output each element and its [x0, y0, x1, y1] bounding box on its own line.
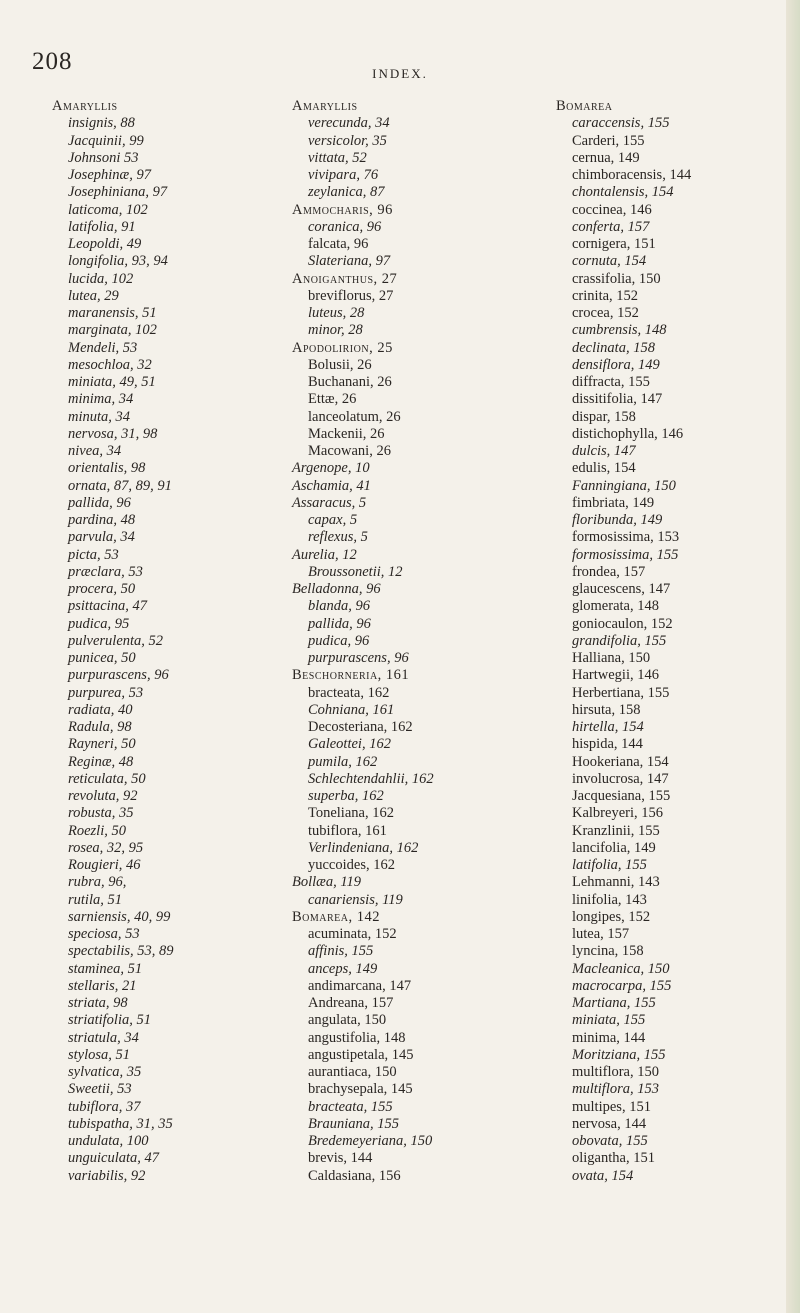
species-entry: Halliana, 150: [572, 650, 651, 666]
species-entry: striatula, 34: [68, 1029, 139, 1046]
species-entry: dissitifolia, 147: [572, 391, 663, 408]
species-entry: Galeottei, 162: [308, 736, 391, 753]
genus-heading: Argenope, 10: [292, 460, 370, 477]
species-entry: Cohniana, 161: [308, 701, 395, 718]
species-entry: latifolia, 91: [68, 218, 136, 235]
species-entry: lucida, 102: [68, 270, 134, 287]
species-entry: pulverulenta, 52: [68, 632, 164, 649]
species-entry: goniocaulon, 152: [572, 615, 673, 632]
species-entry: Mackenii, 26: [308, 425, 385, 442]
species-entry: Bolusii, 26: [308, 356, 372, 373]
species-entry: caraccensis, 155: [572, 115, 670, 132]
genus-heading: Ammocharis, 96: [292, 201, 393, 218]
species-entry: Hookeriana, 154: [572, 753, 669, 770]
species-entry: lanceolatum, 26: [308, 408, 401, 425]
species-entry: robusta, 35: [68, 805, 134, 822]
genus-heading: Apodolirion, 25: [292, 339, 393, 356]
species-entry: Reginæ, 48: [68, 753, 134, 770]
index-column-3: [556, 98, 792, 1185]
species-entry: cornuta, 154: [572, 253, 647, 270]
species-entry: purpurascens, 96: [68, 667, 169, 684]
species-entry: grandifolia, 155: [572, 632, 667, 649]
genus-heading: Beschorneria, 161: [292, 667, 410, 684]
species-entry: tubispatha, 31, 35: [68, 1115, 173, 1132]
species-entry: Brauniana, 155: [308, 1115, 400, 1132]
species-entry: angulata, 150: [308, 1012, 387, 1029]
species-entry: affinis, 155: [308, 943, 374, 960]
species-entry: fimbriata, 149: [572, 494, 655, 511]
species-entry: Josephinæ, 97: [68, 167, 151, 183]
species-entry: Lehmanni, 143: [572, 874, 660, 891]
species-entry: dispar, 158: [572, 408, 636, 425]
species-entry: multiflora, 150: [572, 1064, 659, 1080]
species-entry: oligantha, 151: [572, 1150, 655, 1167]
species-entry: rutila, 51: [68, 891, 122, 908]
species-entry: densiflora, 149: [572, 356, 660, 373]
species-entry: conferta, 157: [572, 218, 650, 235]
species-entry: laticoma, 102: [68, 201, 148, 218]
species-entry: Rayneri, 50: [68, 736, 136, 753]
species-entry: crinita, 152: [572, 287, 639, 304]
genus-heading: Bollæa, 119: [292, 874, 362, 891]
species-entry: frondea, 157: [572, 563, 646, 580]
species-entry: bracteata, 162: [308, 684, 390, 701]
species-entry: pardina, 48: [68, 512, 136, 528]
species-entry: unguiculata, 47: [68, 1150, 160, 1167]
species-entry: acuminata, 152: [308, 926, 397, 942]
species-entry: diffracta, 155: [572, 374, 650, 390]
species-entry: Bredemeyeriana, 150: [308, 1133, 433, 1149]
species-entry: Herbertiana, 155: [572, 684, 670, 701]
species-entry: insignis, 88: [68, 115, 135, 132]
species-entry: chontalensis, 154: [572, 184, 674, 201]
species-entry: striatifolia, 51: [68, 1012, 151, 1029]
species-entry: Decosteriana, 162: [308, 719, 413, 735]
species-entry: Buchanani, 26: [308, 374, 392, 390]
species-entry: vivipara, 76: [308, 167, 379, 183]
species-entry: Schlechtendahlii, 162: [308, 770, 434, 787]
species-entry: minima, 144: [572, 1029, 646, 1046]
species-entry: Macleanica, 150: [572, 960, 670, 977]
species-entry: Kalbreyeri, 156: [572, 805, 663, 822]
species-entry: superba, 162: [308, 788, 384, 804]
species-entry: brachysepala, 145: [308, 1081, 413, 1098]
species-entry: floribunda, 149: [572, 512, 663, 528]
species-entry: Moritziana, 155: [572, 1046, 666, 1063]
species-entry: Jacquesiana, 155: [572, 788, 671, 804]
species-entry: tubiflora, 37: [68, 1098, 141, 1115]
species-entry: distichophylla, 146: [572, 425, 684, 442]
species-entry: hirtella, 154: [572, 719, 644, 735]
running-title: INDEX.: [372, 66, 428, 81]
species-entry: pumila, 162: [308, 753, 378, 770]
species-entry: Ettæ, 26: [308, 391, 357, 408]
species-entry: psittacina, 47: [68, 598, 147, 615]
species-entry: crassifolia, 150: [572, 270, 661, 287]
species-entry: lancifolia, 149: [572, 839, 656, 856]
species-entry: coccinea, 146: [572, 201, 652, 218]
species-entry: parvula, 34: [68, 529, 135, 546]
species-entry: spectabilis, 53, 89: [68, 943, 174, 960]
species-entry: Rougieri, 46: [68, 857, 141, 873]
genus-heading: Assaracus, 5: [292, 494, 367, 511]
species-entry: Caldasiana, 156: [308, 1167, 401, 1184]
species-entry: Sweetii, 53: [68, 1081, 132, 1098]
species-entry: verecunda, 34: [308, 115, 390, 132]
species-entry: orientalis, 98: [68, 460, 146, 477]
species-entry: hispida, 144: [572, 736, 643, 753]
species-entry: tubiflora, 161: [308, 822, 387, 839]
species-entry: rosea, 32, 95: [68, 839, 144, 856]
species-entry: lyncina, 158: [572, 943, 644, 960]
species-entry: nivea, 34: [68, 443, 122, 459]
species-entry: reticulata, 50: [68, 770, 146, 787]
species-entry: miniata, 49, 51: [68, 374, 156, 390]
species-entry: ovata, 154: [572, 1167, 634, 1184]
species-entry: pallida, 96: [308, 615, 371, 632]
species-entry: variabilis, 92: [68, 1167, 146, 1184]
species-entry: versicolor, 35: [308, 132, 387, 149]
species-entry: Fanningiana, 150: [572, 477, 676, 494]
species-entry: cernua, 149: [572, 149, 640, 166]
species-entry: Radula, 98: [68, 719, 132, 735]
species-entry: involucrosa, 147: [572, 770, 669, 787]
species-entry: yuccoides, 162: [308, 857, 395, 873]
species-entry: ornata, 87, 89, 91: [68, 477, 172, 494]
species-entry: nervosa, 144: [572, 1115, 647, 1132]
species-entry: Johnsoni 53: [68, 149, 139, 166]
species-entry: radiata, 40: [68, 701, 133, 718]
species-entry: picta, 53: [68, 546, 119, 563]
species-entry: purpurascens, 96: [308, 650, 409, 666]
species-entry: zeylanica, 87: [308, 184, 385, 201]
species-entry: Hartwegii, 146: [572, 667, 659, 684]
species-entry: canariensis, 119: [308, 891, 403, 908]
species-entry: crocea, 152: [572, 305, 639, 321]
species-entry: striata, 98: [68, 995, 128, 1011]
species-entry: nervosa, 31, 98: [68, 425, 158, 442]
species-entry: pudica, 96: [308, 632, 370, 649]
species-entry: blanda, 96: [308, 598, 371, 615]
species-entry: linifolia, 143: [572, 891, 647, 908]
species-entry: mesochloa, 32: [68, 356, 152, 373]
species-entry: dulcis, 147: [572, 443, 636, 459]
species-entry: angustipetala, 145: [308, 1046, 414, 1063]
species-entry: Mendeli, 53: [68, 339, 138, 356]
genus-heading: Bomarea: [556, 98, 613, 114]
species-entry: formosissima, 153: [572, 529, 680, 546]
genus-heading: Amaryllis: [292, 98, 358, 114]
species-entry: sarniensis, 40, 99: [68, 908, 171, 925]
species-entry: hirsuta, 158: [572, 701, 641, 718]
species-entry: chimboracensis, 144: [572, 167, 692, 183]
species-entry: Josephiniana, 97: [68, 184, 168, 201]
species-entry: staminea, 51: [68, 960, 143, 977]
species-entry: reflexus, 5: [308, 529, 368, 546]
species-entry: obovata, 155: [572, 1133, 648, 1149]
species-entry: cumbrensis, 148: [572, 322, 667, 339]
species-entry: sylvatica, 35: [68, 1064, 142, 1080]
species-entry: revoluta, 92: [68, 788, 138, 804]
species-entry: formosissima, 155: [572, 546, 679, 563]
species-entry: minuta, 34: [68, 408, 131, 425]
genus-heading: Aschamia, 41: [292, 477, 371, 494]
species-entry: glaucescens, 147: [572, 581, 671, 597]
species-entry: macrocarpa, 155: [572, 977, 672, 994]
page-edge: [786, 0, 800, 1313]
species-entry: anceps, 149: [308, 960, 378, 977]
index-column-2: [292, 98, 532, 1185]
species-entry: falcata, 96: [308, 236, 369, 252]
species-entry: Jacquinii, 99: [68, 132, 144, 149]
species-entry: capax, 5: [308, 512, 358, 528]
species-entry: pudica, 95: [68, 615, 130, 632]
species-entry: Broussonetii, 12: [308, 563, 403, 580]
genus-heading: Amaryllis: [52, 98, 118, 114]
species-entry: præclara, 53: [68, 563, 143, 580]
species-entry: angustifolia, 148: [308, 1029, 406, 1046]
species-entry: speciosa, 53: [68, 926, 140, 942]
species-entry: procera, 50: [68, 581, 136, 597]
species-entry: stylosa, 51: [68, 1046, 131, 1063]
genus-heading: Aurelia, 12: [292, 546, 357, 563]
species-entry: aurantiaca, 150: [308, 1064, 397, 1080]
species-entry: latifolia, 155: [572, 857, 647, 873]
genus-heading: Belladonna, 96: [292, 581, 381, 597]
species-entry: coranica, 96: [308, 218, 382, 235]
species-entry: purpurea, 53: [68, 684, 144, 701]
species-entry: punicea, 50: [68, 650, 136, 666]
species-entry: Andreana, 157: [308, 995, 394, 1011]
species-entry: glomerata, 148: [572, 598, 659, 615]
species-entry: longifolia, 93, 94: [68, 253, 168, 270]
species-entry: edulis, 154: [572, 460, 636, 477]
species-entry: bracteata, 155: [308, 1098, 393, 1115]
species-entry: stellaris, 21: [68, 977, 137, 994]
species-entry: undulata, 100: [68, 1133, 149, 1149]
species-entry: pallida, 96: [68, 494, 131, 511]
species-entry: rubra, 96,: [68, 874, 127, 891]
species-entry: Martiana, 155: [572, 995, 656, 1011]
species-entry: maranensis, 51: [68, 305, 157, 321]
species-entry: Leopoldi, 49: [68, 236, 142, 252]
species-entry: Kranzlinii, 155: [572, 822, 660, 839]
species-entry: marginata, 102: [68, 322, 157, 339]
species-entry: Macowani, 26: [308, 443, 391, 459]
species-entry: Carderi, 155: [572, 132, 645, 149]
index-column-1: [52, 98, 272, 1185]
species-entry: brevis, 144: [308, 1150, 373, 1167]
species-entry: lutea, 157: [572, 926, 630, 942]
species-entry: breviflorus, 27: [308, 287, 394, 304]
species-entry: Toneliana, 162: [308, 805, 394, 822]
species-entry: lutea, 29: [68, 287, 119, 304]
species-entry: multiflora, 153: [572, 1081, 660, 1098]
species-entry: vittata, 52: [308, 149, 367, 166]
species-entry: andimarcana, 147: [308, 977, 412, 994]
species-entry: longipes, 152: [572, 908, 651, 925]
species-entry: cornigera, 151: [572, 236, 656, 252]
species-entry: Verlindeniana, 162: [308, 839, 419, 856]
species-entry: Roezli, 50: [68, 822, 126, 839]
species-entry: minima, 34: [68, 391, 134, 408]
species-entry: declinata, 158: [572, 339, 655, 356]
page-number: 208: [32, 48, 73, 75]
species-entry: Slateriana, 97: [308, 253, 391, 270]
genus-heading: Anoiganthus, 27: [292, 270, 398, 287]
species-entry: miniata, 155: [572, 1012, 646, 1029]
species-entry: multipes, 151: [572, 1098, 651, 1115]
species-entry: luteus, 28: [308, 305, 365, 321]
species-entry: minor, 28: [308, 322, 363, 339]
genus-heading: Bomarea, 142: [292, 908, 381, 925]
